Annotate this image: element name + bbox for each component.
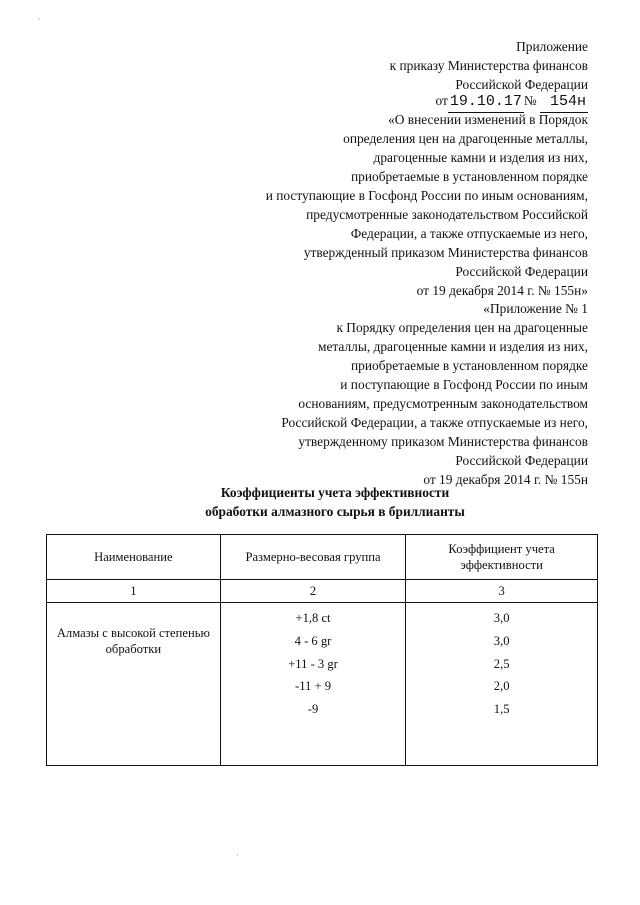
amendment-line: Российской Федерации (455, 264, 588, 279)
table-number-row (47, 580, 598, 603)
order-number: 154н (540, 92, 588, 113)
table-title-line2: обработки алмазного сырья в бриллианты (205, 504, 465, 519)
size-weight-group: +1,8 ct (295, 611, 331, 625)
date-prefix: от (435, 93, 448, 108)
appendix1-line: металлы, драгоценные камни и изделия из них, (317, 339, 588, 354)
amendment-line: Федерации, а также отпускаемые из него, (350, 226, 588, 241)
size-weight-group: -9 (307, 702, 319, 717)
coefficient-cell (406, 603, 598, 766)
header-group: Размерно-весовая группа (220, 535, 406, 580)
column-number: 1 (47, 580, 221, 603)
appendix1-line: к Порядку определения цен на драгоценные (336, 320, 588, 335)
group-cell (220, 603, 406, 766)
amendment-line: и поступающие в Госфонд России по иным основаниям, (265, 188, 588, 203)
scan-speck: ⸱ (38, 14, 41, 24)
appendix1-line: основаниям, предусмотренным законодательством (298, 396, 588, 411)
amendment-line: приобретаемые в установленном порядке (351, 169, 588, 184)
appendix1-line: приобретаемые в установленном порядке (351, 358, 588, 373)
appendix1-line: утвержденному приказом Министерства финансов (298, 434, 588, 449)
column-number: 2 (220, 580, 406, 603)
header-coefficient: Коэффициент учета эффективности (406, 535, 598, 580)
size-weight-group: -11 + 9 (295, 679, 332, 694)
coefficient-value: 3,0 (493, 611, 510, 625)
scan-speck: ⸱ (236, 850, 239, 860)
column-number: 3 (406, 580, 598, 603)
appendix1-line: Российской Федерации (455, 453, 588, 468)
appendix1-line: Российской Федерации, а также отпускаемые из него, (281, 415, 588, 430)
amendment-line: от 19 декабря 2014 г. № 155н» (416, 283, 588, 298)
coefficients-table (46, 534, 598, 766)
coefficient-value: 2,0 (493, 679, 510, 694)
table-body-row (47, 603, 598, 766)
size-weight-group: +11 - 3 gr (288, 656, 338, 671)
appendix-label: Приложение (516, 39, 588, 54)
appendix1-line: от 19 декабря 2014 г. № 155н (423, 472, 588, 487)
diamond-name-cell: Алмазы с высокой степенью обработки (47, 603, 221, 766)
amendment-line: определения цен на драгоценные металлы, (343, 131, 588, 146)
amendment-line: утвержденный приказом Министерства финансов (303, 245, 588, 260)
federation-line: Российской Федерации (455, 77, 588, 92)
amendment-line: «О внесении изменений в Порядок (388, 112, 588, 127)
coefficient-value: 2,5 (493, 656, 510, 671)
table-header-row (47, 535, 598, 580)
number-sign: № (523, 93, 537, 108)
coefficient-value: 3,0 (493, 633, 510, 648)
table-title-line1: Коэффициенты учета эффективности (220, 485, 450, 500)
appendix1-line: «Приложение № 1 (483, 301, 588, 316)
amendment-line: драгоценные камни и изделия из них, (373, 150, 588, 165)
header-name: Наименование (47, 535, 221, 580)
appendix1-line: и поступающие в Госфонд России по иным (340, 377, 588, 392)
size-weight-group: 4 - 6 gr (294, 633, 332, 648)
order-date: 19.10.17 (448, 92, 524, 113)
amendment-line: предусмотренные законодательством Российской (306, 207, 588, 222)
coefficient-value: 1,5 (493, 702, 510, 717)
to-order-line: к приказу Министерства финансов (389, 58, 588, 73)
